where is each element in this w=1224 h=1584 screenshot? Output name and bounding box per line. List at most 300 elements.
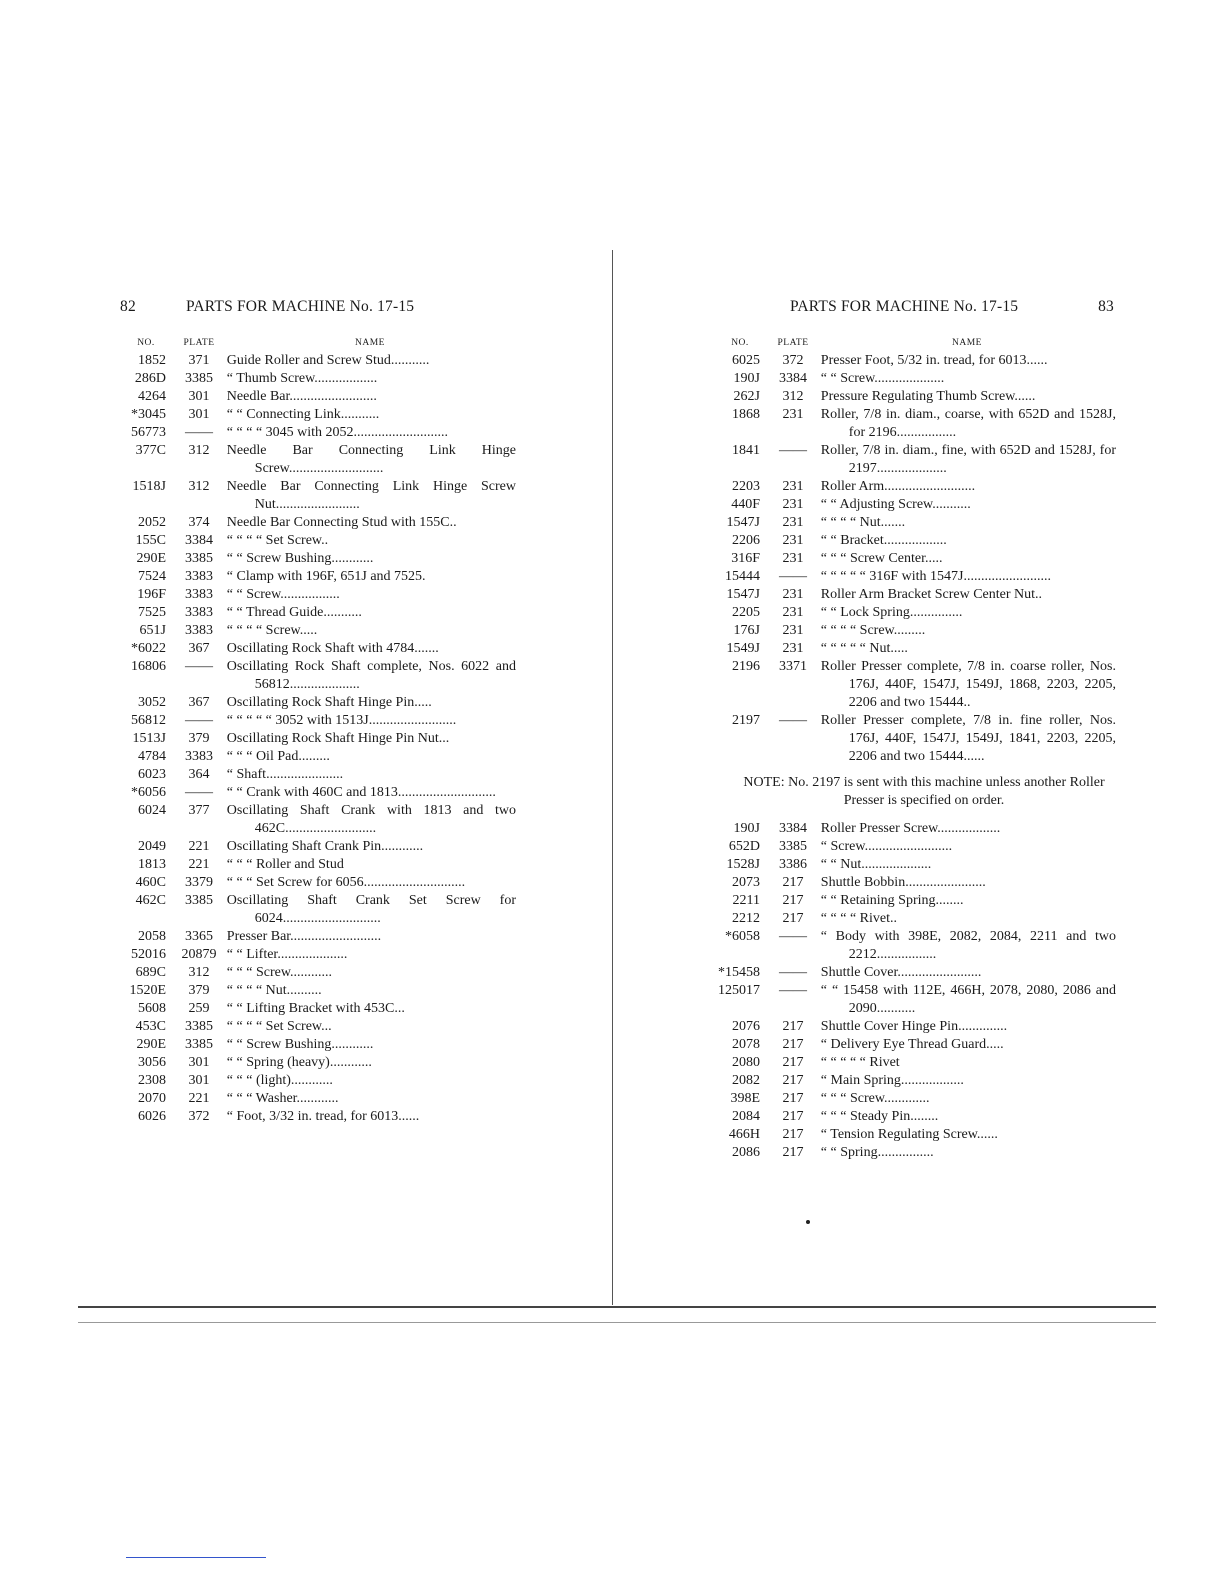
part-plate: 3365 <box>185 929 213 944</box>
table-row <box>118 838 516 856</box>
part-no: 2058 <box>138 929 166 944</box>
part-no: 1518J <box>132 479 166 494</box>
table-row <box>118 1090 516 1108</box>
part-plate: 3383 <box>185 623 213 638</box>
part-no: *6022 <box>131 641 166 656</box>
part-no: 462C <box>135 893 166 908</box>
table-row <box>118 424 516 442</box>
part-plate: 231 <box>782 515 804 530</box>
part-no: *6058 <box>725 929 760 944</box>
table-row <box>712 568 1116 586</box>
table-row <box>712 658 1116 712</box>
header-no: NO. <box>137 338 155 348</box>
part-no: 196F <box>137 587 166 602</box>
table-row <box>118 1054 516 1072</box>
part-name: Oscillating Rock Shaft Hinge Pin..... <box>226 695 432 710</box>
table-row <box>118 370 516 388</box>
table-row <box>712 1108 1116 1126</box>
part-plate: 3383 <box>185 569 213 584</box>
part-no: 2052 <box>138 515 166 530</box>
table-row <box>118 730 516 748</box>
table-row <box>712 712 1116 766</box>
part-no: 125017 <box>718 983 760 998</box>
part-plate: 3385 <box>185 371 213 386</box>
part-no: 262J <box>733 389 760 404</box>
part-plate: 231 <box>782 407 804 422</box>
table-row <box>712 1090 1116 1108</box>
scan-edge-rule <box>78 1306 1156 1308</box>
header-name: NAME <box>355 338 385 348</box>
part-name: “ “ Spring (heavy)............ <box>226 1055 372 1070</box>
part-name: Oscillating Shaft Crank Set Screw for 6024............................ <box>226 893 516 926</box>
part-no: 3056 <box>138 1055 166 1070</box>
part-plate: 301 <box>188 1073 210 1088</box>
part-plate: 231 <box>782 641 804 656</box>
table-row <box>712 838 1116 856</box>
table-row <box>712 1144 1116 1162</box>
part-no: 2197 <box>732 713 760 728</box>
part-no: 1547J <box>726 515 760 530</box>
table-row <box>118 694 516 712</box>
part-name: Needle Bar......................... <box>226 389 377 404</box>
part-plate: 301 <box>188 1055 210 1070</box>
part-name: “ “ Spring................ <box>820 1145 934 1160</box>
part-plate: 217 <box>782 893 804 908</box>
table-row <box>118 712 516 730</box>
table-row <box>118 532 516 550</box>
table-row <box>118 1018 516 1036</box>
part-plate: 372 <box>188 1109 210 1124</box>
table-row <box>118 514 516 532</box>
part-no: 6026 <box>138 1109 166 1124</box>
table-row <box>118 802 516 838</box>
note-text: No. 2197 is sent with this machine unless another Roller Presser is specified on order. <box>788 775 1105 808</box>
table-row <box>118 874 516 892</box>
table-row <box>118 352 516 370</box>
header-no: NO. <box>731 338 749 348</box>
page-mark <box>806 1220 810 1224</box>
part-name: Roller, 7/8 in. diam., coarse, with 652D and 1528J, for 2196................. <box>820 407 1116 440</box>
part-plate: 3383 <box>185 605 213 620</box>
part-name: “ “ “ “ Nut....... <box>820 515 906 530</box>
part-no: 290E <box>136 1037 166 1052</box>
table-row <box>118 586 516 604</box>
part-no: 286D <box>134 371 166 386</box>
part-no: 190J <box>733 821 760 836</box>
part-name: “ “ “ “ “ Nut..... <box>820 641 908 656</box>
book-gutter-line <box>612 250 613 1305</box>
part-name: “ “ “ “ Nut.......... <box>226 983 322 998</box>
part-no: 316F <box>731 551 760 566</box>
left-table-header <box>118 338 516 352</box>
footer-rule <box>126 1557 266 1558</box>
part-no: 4264 <box>138 389 166 404</box>
part-name: Oscillating Rock Shaft complete, Nos. 6022 and 56812.................... <box>226 659 516 692</box>
part-name: “ “ “ (light)............ <box>226 1073 333 1088</box>
part-plate: 301 <box>188 407 210 422</box>
part-name: “ “ “ “ Set Screw... <box>226 1019 332 1034</box>
table-row <box>712 586 1116 604</box>
part-no: 1841 <box>732 443 760 458</box>
part-plate: 364 <box>188 767 210 782</box>
part-plate: 231 <box>782 551 804 566</box>
header-name: NAME <box>952 338 982 348</box>
part-no: 2076 <box>732 1019 760 1034</box>
part-no: 16806 <box>131 659 166 674</box>
table-row <box>712 622 1116 640</box>
left-page-title: PARTS FOR MACHINE No. 17-15 <box>186 298 415 315</box>
table-row <box>712 820 1116 838</box>
table-row <box>118 1036 516 1054</box>
table-row <box>712 370 1116 388</box>
table-row <box>712 1126 1116 1144</box>
part-plate: 379 <box>188 983 210 998</box>
part-plate: 217 <box>782 1127 804 1142</box>
header-plate: PLATE <box>183 338 215 348</box>
part-plate: —— <box>779 713 807 728</box>
part-name: Roller Presser complete, 7/8 in. coarse roller, Nos. 176J, 440F, 1547J, 1549J, 1868, 2203, 2205, 2206 and two 15444.. <box>820 659 1116 710</box>
part-no: 2211 <box>732 893 760 908</box>
part-no: 460C <box>135 875 166 890</box>
part-plate: 231 <box>782 479 804 494</box>
table-row <box>118 550 516 568</box>
part-no: 1549J <box>726 641 760 656</box>
part-name: “ “ Crank with 460C and 1813............................ <box>226 785 496 800</box>
part-name: Pressure Regulating Thumb Screw...... <box>820 389 1036 404</box>
part-name: “ Thumb Screw.................. <box>226 371 378 386</box>
part-name: Oscillating Rock Shaft Hinge Pin Nut... <box>226 731 450 746</box>
part-no: 453C <box>135 1019 166 1034</box>
part-no: 2203 <box>732 479 760 494</box>
table-row <box>118 622 516 640</box>
part-name: Presser Foot, 5/32 in. tread, for 6013...... <box>820 353 1048 368</box>
part-no: 3052 <box>138 695 166 710</box>
part-name: Shuttle Bobbin....................... <box>820 875 986 890</box>
part-name: “ “ Screw Bushing............ <box>226 551 374 566</box>
left-running-head <box>118 298 516 322</box>
part-name: “ “ “ Set Screw for 6056............................. <box>226 875 466 890</box>
part-plate: 259 <box>188 1001 210 1016</box>
part-no: 56812 <box>131 713 166 728</box>
part-plate: 221 <box>188 839 210 854</box>
table-row <box>118 478 516 514</box>
part-name: “ Main Spring.................. <box>820 1073 964 1088</box>
part-plate: 312 <box>782 389 804 404</box>
part-no: *15458 <box>718 965 760 980</box>
part-plate: —— <box>779 965 807 980</box>
table-row <box>118 604 516 622</box>
part-plate: 217 <box>782 1073 804 1088</box>
part-name: “ “ Lifting Bracket with 453C... <box>226 1001 405 1016</box>
table-row <box>118 928 516 946</box>
table-row <box>118 964 516 982</box>
part-no: 2078 <box>732 1037 760 1052</box>
part-name: “ Foot, 3/32 in. tread, for 6013...... <box>226 1109 420 1124</box>
part-plate: —— <box>779 929 807 944</box>
part-name: “ “ Screw Bushing............ <box>226 1037 374 1052</box>
part-name: Needle Bar Connecting Link Hinge Screw........................... <box>226 443 516 476</box>
table-row <box>712 406 1116 442</box>
part-name: “ “ “ Steady Pin........ <box>820 1109 939 1124</box>
part-name: “ “ “ “ “ 3052 with 1513J......................... <box>226 713 457 728</box>
table-row <box>118 1000 516 1018</box>
part-name: “ “ Lifter.................... <box>226 947 348 962</box>
part-no: 2082 <box>732 1073 760 1088</box>
table-row <box>712 388 1116 406</box>
part-no: 6024 <box>138 803 166 818</box>
part-name: “ “ “ “ “ Rivet <box>820 1055 900 1070</box>
part-no: 2308 <box>138 1073 166 1088</box>
header-plate: PLATE <box>777 338 809 348</box>
part-plate: 231 <box>782 605 804 620</box>
part-name: “ “ Lock Spring............... <box>820 605 963 620</box>
table-row <box>118 856 516 874</box>
table-row <box>118 892 516 928</box>
part-no: 2049 <box>138 839 166 854</box>
part-name: Guide Roller and Screw Stud........... <box>226 353 430 368</box>
table-row <box>712 856 1116 874</box>
part-no: 1528J <box>726 857 760 872</box>
part-no: 440F <box>731 497 760 512</box>
table-row <box>712 352 1116 370</box>
left-parts-list <box>118 352 516 1126</box>
part-name: “ “ “ “ Rivet.. <box>820 911 897 926</box>
part-plate: 3384 <box>185 533 213 548</box>
part-name: “ “ Bracket.................. <box>820 533 947 548</box>
right-page-number: 83 <box>1098 298 1114 315</box>
part-no: 1547J <box>726 587 760 602</box>
part-name: “ “ “ “ Set Screw.. <box>226 533 329 548</box>
part-no: 2205 <box>732 605 760 620</box>
table-row <box>712 442 1116 478</box>
part-plate: 374 <box>188 515 210 530</box>
part-no: 466H <box>728 1127 760 1142</box>
part-no: 2206 <box>732 533 760 548</box>
table-row <box>712 550 1116 568</box>
part-plate: —— <box>185 785 213 800</box>
part-no: 190J <box>733 371 760 386</box>
part-name: “ “ “ “ Screw..... <box>226 623 318 638</box>
table-row <box>118 766 516 784</box>
part-name: “ “ “ “ 3045 with 2052........................... <box>226 425 449 440</box>
table-row <box>118 1108 516 1126</box>
part-plate: 231 <box>782 497 804 512</box>
part-no: 1813 <box>138 857 166 872</box>
part-name: “ “ Connecting Link........... <box>226 407 380 422</box>
part-no: 2196 <box>732 659 760 674</box>
part-name: Roller Arm.......................... <box>820 479 976 494</box>
part-name: “ “ Nut.................... <box>820 857 932 872</box>
right-table-header <box>712 338 1116 352</box>
part-plate: 217 <box>782 1091 804 1106</box>
table-row <box>712 1036 1116 1054</box>
scan-edge-rule-thin <box>78 1322 1156 1323</box>
part-name: Presser Bar.......................... <box>226 929 382 944</box>
part-plate: —— <box>185 713 213 728</box>
right-page <box>712 298 1116 1162</box>
part-plate: 231 <box>782 587 804 602</box>
part-plate: 217 <box>782 1019 804 1034</box>
table-row <box>118 982 516 1000</box>
part-plate: —— <box>779 569 807 584</box>
part-plate: 20879 <box>181 947 217 962</box>
part-plate: 3379 <box>185 875 213 890</box>
part-name: Needle Bar Connecting Stud with 155C.. <box>226 515 457 530</box>
table-row <box>118 640 516 658</box>
table-row <box>712 982 1116 1018</box>
table-row <box>118 568 516 586</box>
table-row <box>712 514 1116 532</box>
part-name: Roller Arm Bracket Screw Center Nut.. <box>820 587 1043 602</box>
right-running-head <box>712 298 1116 322</box>
part-plate: 217 <box>782 1055 804 1070</box>
left-page <box>118 298 516 1126</box>
table-row <box>118 442 516 478</box>
part-plate: 379 <box>188 731 210 746</box>
part-name: “ “ “ Oil Pad......... <box>226 749 330 764</box>
table-row <box>712 496 1116 514</box>
table-row <box>712 640 1116 658</box>
table-row <box>118 748 516 766</box>
part-name: “ “ “ “ Screw......... <box>820 623 926 638</box>
part-no: 1868 <box>732 407 760 422</box>
table-row <box>712 910 1116 928</box>
part-plate: 3371 <box>779 659 807 674</box>
part-no: 651J <box>139 623 166 638</box>
part-plate: 377 <box>188 803 210 818</box>
table-row <box>712 964 1116 982</box>
table-row <box>712 604 1116 622</box>
part-name: Needle Bar Connecting Link Hinge Screw Nut........................ <box>226 479 516 512</box>
part-plate: 217 <box>782 1037 804 1052</box>
note-label: NOTE: <box>743 775 785 790</box>
part-no: 6023 <box>138 767 166 782</box>
part-name: Roller Presser Screw.................. <box>820 821 1001 836</box>
part-no: 2070 <box>138 1091 166 1106</box>
table-row <box>118 658 516 694</box>
part-plate: 301 <box>188 389 210 404</box>
left-page-number: 82 <box>120 298 136 315</box>
part-no: 290E <box>136 551 166 566</box>
part-plate: 217 <box>782 1109 804 1124</box>
table-row <box>118 1072 516 1090</box>
table-row <box>712 874 1116 892</box>
right-parts-list-a <box>712 352 1116 766</box>
part-name: “ Delivery Eye Thread Guard..... <box>820 1037 1004 1052</box>
part-name: Oscillating Shaft Crank with 1813 and two 462C.......................... <box>226 803 516 836</box>
table-row <box>118 946 516 964</box>
part-no: 377C <box>135 443 166 458</box>
part-name: “ “ “ Screw............. <box>820 1091 930 1106</box>
part-name: “ “ “ “ “ 316F with 1547J......................... <box>820 569 1051 584</box>
part-no: 689C <box>135 965 166 980</box>
part-no: 2084 <box>732 1109 760 1124</box>
table-row <box>712 1018 1116 1036</box>
part-plate: 372 <box>782 353 804 368</box>
part-plate: 221 <box>188 857 210 872</box>
part-no: 6025 <box>732 353 760 368</box>
part-name: “ “ Adjusting Screw........... <box>820 497 971 512</box>
part-name: “ Body with 398E, 2082, 2084, 2211 and two 2212................. <box>820 929 1116 962</box>
part-name: Oscillating Rock Shaft with 4784....... <box>226 641 439 656</box>
part-plate: —— <box>185 425 213 440</box>
right-parts-list-b <box>712 820 1116 1162</box>
part-no: 4784 <box>138 749 166 764</box>
part-no: 2073 <box>732 875 760 890</box>
part-plate: 217 <box>782 911 804 926</box>
part-plate: 3384 <box>779 821 807 836</box>
part-plate: 3385 <box>185 893 213 908</box>
part-no: 7524 <box>138 569 166 584</box>
part-plate: —— <box>185 659 213 674</box>
part-no: 2086 <box>732 1145 760 1160</box>
part-name: “ “ Screw.................... <box>820 371 945 386</box>
part-plate: 3383 <box>185 587 213 602</box>
part-plate: 217 <box>782 1145 804 1160</box>
table-row <box>712 928 1116 964</box>
part-plate: 312 <box>188 479 210 494</box>
part-no: 7525 <box>138 605 166 620</box>
part-plate: 231 <box>782 533 804 548</box>
part-no: 2080 <box>732 1055 760 1070</box>
table-row <box>118 784 516 802</box>
part-no: 1513J <box>132 731 166 746</box>
part-plate: 231 <box>782 623 804 638</box>
part-name: “ “ “ Roller and Stud <box>226 857 344 872</box>
part-plate: 312 <box>188 443 210 458</box>
part-no: 1852 <box>138 353 166 368</box>
order-note <box>712 774 1116 810</box>
table-row <box>712 478 1116 496</box>
part-no: 52016 <box>131 947 166 962</box>
part-plate: —— <box>779 443 807 458</box>
part-plate: 367 <box>188 641 210 656</box>
part-name: Roller Presser complete, 7/8 in. fine roller, Nos. 176J, 440F, 1547J, 1549J, 1841, 2203, 2205, 2206 and two 15444...... <box>820 713 1116 764</box>
part-no: 398E <box>730 1091 760 1106</box>
part-no: 652D <box>728 839 760 854</box>
part-no: 15444 <box>725 569 760 584</box>
part-name: “ “ “ Screw Center..... <box>820 551 943 566</box>
part-plate: 3384 <box>779 371 807 386</box>
part-name: “ “ 15458 with 112E, 466H, 2078, 2080, 2086 and 2090........... <box>820 983 1116 1016</box>
part-name: “ Tension Regulating Screw...... <box>820 1127 998 1142</box>
part-no: 155C <box>135 533 166 548</box>
part-no: 2212 <box>732 911 760 926</box>
part-name: Shuttle Cover........................ <box>820 965 982 980</box>
part-name: “ “ Retaining Spring........ <box>820 893 964 908</box>
part-name: “ Clamp with 196F, 651J and 7525. <box>226 569 426 584</box>
part-plate: 3383 <box>185 749 213 764</box>
table-row <box>712 892 1116 910</box>
right-page-title: PARTS FOR MACHINE No. 17-15 <box>790 298 1019 315</box>
part-name: Shuttle Cover Hinge Pin.............. <box>820 1019 1008 1034</box>
part-no: 56773 <box>131 425 166 440</box>
part-plate: 3385 <box>185 1037 213 1052</box>
part-name: “ Shaft...................... <box>226 767 344 782</box>
table-row <box>712 1054 1116 1072</box>
part-plate: 221 <box>188 1091 210 1106</box>
part-plate: 217 <box>782 875 804 890</box>
part-name: “ Screw......................... <box>820 839 953 854</box>
part-plate: 3385 <box>185 1019 213 1034</box>
table-row <box>118 388 516 406</box>
part-plate: 312 <box>188 965 210 980</box>
part-plate: 3385 <box>185 551 213 566</box>
part-name: “ “ “ Screw............ <box>226 965 333 980</box>
part-no: *6056 <box>131 785 166 800</box>
part-plate: 3385 <box>779 839 807 854</box>
part-plate: 367 <box>188 695 210 710</box>
